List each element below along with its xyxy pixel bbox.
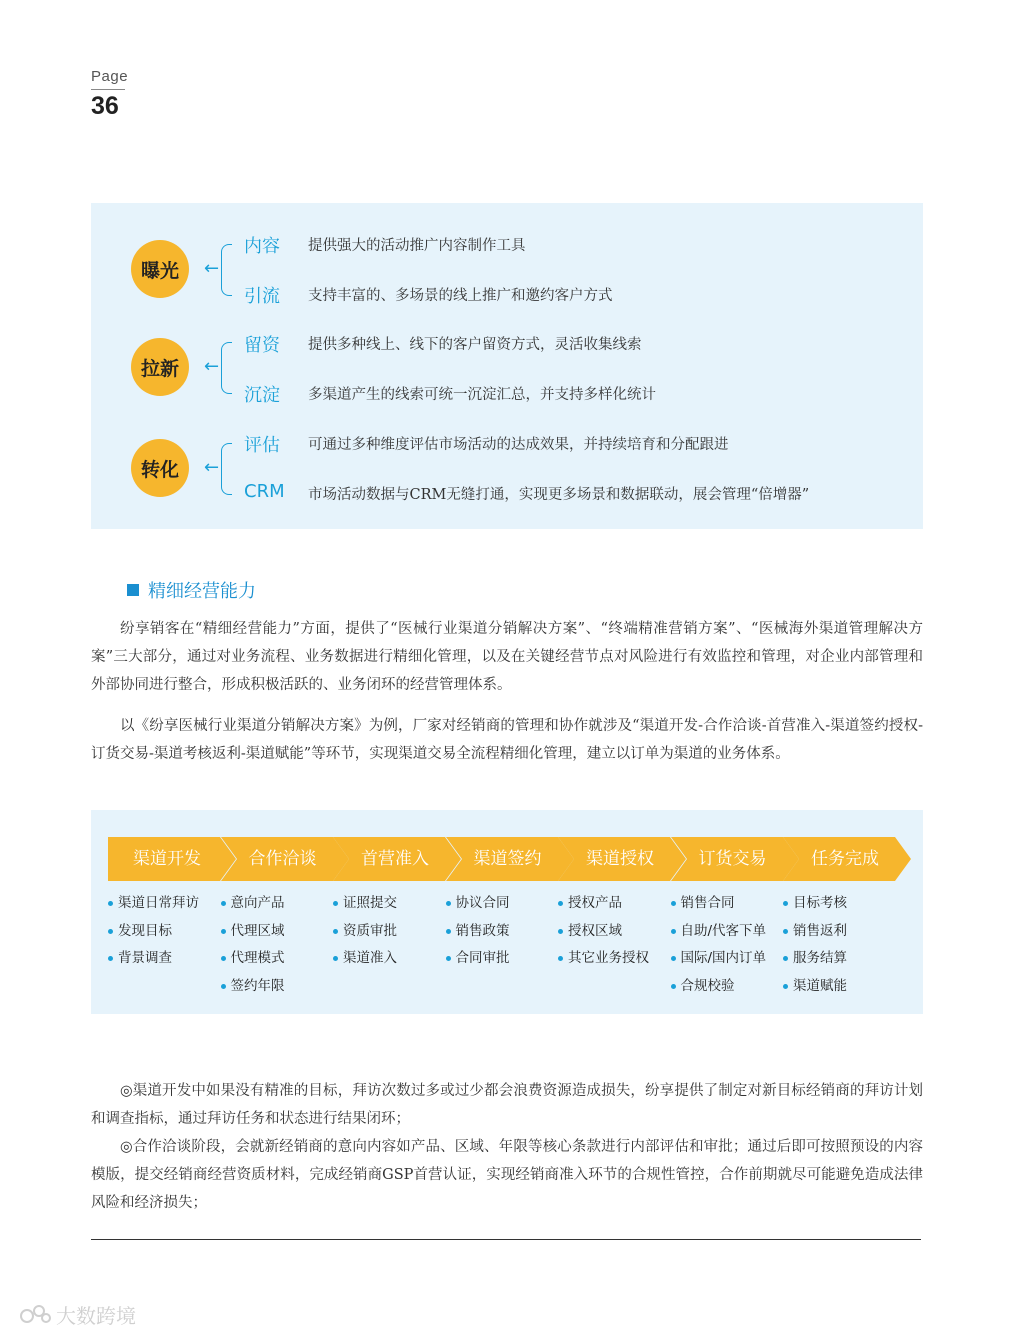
process-step-title: 渠道签约 [473, 849, 542, 869]
process-bullet-text: 授权区域 [568, 922, 622, 939]
process-step-items [108, 890, 199, 973]
sub-desc: 支持丰富的、多场景的线上推广和邀约客户方式 [308, 288, 613, 304]
process-bullet-text: 资质审批 [343, 922, 397, 939]
bracket-line [221, 244, 232, 296]
process-bullet-item [671, 890, 767, 918]
bullet-dot-icon [108, 929, 113, 934]
process-step-items [671, 890, 767, 1000]
process-step-chevron [221, 837, 349, 881]
bullet-dot-icon [558, 956, 563, 961]
sub-label: 内容 [244, 236, 280, 257]
bracket-line [221, 342, 232, 394]
stage-circle-acquisition: 拉新 [131, 338, 189, 396]
bullet-dot-icon [221, 956, 226, 961]
paragraph: 以《纷享医械行业渠道分销解决方案》为例，厂家对经销商的管理和协作就涉及“渠道开发-合作洽谈-首营准入-渠道签约授权-订货交易-渠道考核返利-渠道赋能”等环节，实现渠道交易全流程精细化管理，建立以订单为渠道的业务体系。 [91, 718, 923, 762]
left-arrow-icon: ← [204, 258, 220, 279]
process-bullet-text: 代理模式 [230, 950, 285, 966]
bullet-dot-icon [221, 929, 226, 934]
bullet-dot-icon [221, 984, 226, 989]
process-step-title: 订货交易 [698, 849, 767, 869]
process-bullet-item [671, 973, 767, 1001]
process-step-title: 首营准入 [361, 849, 429, 869]
bullet-dot-icon [333, 901, 338, 906]
process-step-chevron [671, 837, 799, 881]
process-bullet-text: 国际/国内订单 [680, 950, 767, 966]
stage-circle-exposure: 曝光 [131, 240, 189, 298]
bullet-dot-icon [783, 984, 788, 989]
process-bullet-text: 渠道赋能 [793, 977, 847, 994]
process-bullet-item [108, 918, 199, 946]
watermark [18, 1300, 136, 1329]
sub-label: 留资 [244, 335, 280, 356]
channel-process-box [91, 810, 923, 1014]
watermark-text: 大数跨境 [56, 1304, 136, 1328]
process-bullet-text: 合规校验 [680, 977, 735, 994]
process-bullet-text: 意向产品 [230, 895, 285, 911]
sub-desc: 提供多种线上、线下的客户留资方式，灵活收集线索 [308, 337, 642, 353]
marketing-funnel-box [91, 203, 923, 529]
bullet-dot-icon [671, 901, 676, 906]
process-step-chevron [333, 837, 461, 881]
process-bullet-text: 目标考核 [793, 895, 847, 911]
process-bullet-item [783, 918, 847, 946]
bullet-dot-icon [671, 956, 676, 961]
bullet-dot-icon [333, 956, 338, 961]
bullet-dot-icon [446, 956, 451, 961]
process-bullet-text: 服务结算 [793, 950, 847, 966]
process-bullet-text: 自助/代客下单 [680, 922, 767, 939]
process-bullet-text: 渠道准入 [343, 950, 397, 966]
process-step-title: 渠道授权 [586, 849, 654, 869]
process-bullet-item [446, 890, 510, 918]
process-step-chevron [783, 837, 911, 881]
bullet-dot-icon [558, 901, 563, 906]
process-bullet-item [221, 918, 285, 946]
sub-label: 沉淀 [244, 385, 280, 406]
section-title: 精细经营能力 [148, 581, 256, 602]
process-bullet-item [108, 945, 199, 973]
process-bullet-text: 销售合同 [680, 895, 735, 911]
sub-label: 引流 [244, 286, 280, 307]
process-bullet-item [333, 945, 397, 973]
process-step-items [333, 890, 397, 973]
process-bullet-text: 销售返利 [793, 922, 847, 939]
sub-desc: 多渠道产生的线索可统一沉淀汇总，并支持多样化统计 [308, 387, 656, 403]
process-bullet-item [671, 918, 767, 946]
bullet-dot-icon [783, 901, 788, 906]
process-bullet-item [783, 890, 847, 918]
process-step-chevron [446, 837, 574, 881]
process-bullet-item [783, 945, 847, 973]
bullet-dot-icon [783, 929, 788, 934]
bullet-dot-icon [221, 901, 226, 906]
process-bullet-text: 授权产品 [568, 895, 622, 911]
process-step-items [783, 890, 847, 1000]
bracket-line [221, 443, 232, 495]
page-header [91, 68, 131, 121]
bullet-dot-icon [333, 929, 338, 934]
sub-label: 评估 [244, 435, 280, 456]
process-step-title: 任务完成 [811, 849, 879, 869]
process-bullet-text: 证照提交 [343, 895, 397, 911]
bullet-dot-icon [446, 901, 451, 906]
sub-desc: 提供强大的活动推广内容制作工具 [308, 238, 526, 254]
process-bullet-item [221, 945, 285, 973]
section-heading [127, 577, 256, 603]
process-bullet-item [558, 918, 649, 946]
process-step-items [446, 890, 510, 973]
process-bullet-item [221, 973, 285, 1001]
note-paragraph: ◎渠道开发中如果没有精准的目标，拜访次数过多或过少都会浪费资源造成损失，纷享提供了制定对新目标经销商的拜访计划和调查指标，通过拜访任务和状态进行结果闭环； [91, 1083, 923, 1127]
sub-desc: 市场活动数据与CRM无缝打通，实现更多场景和数据联动，展会管理“倍增器” [308, 487, 810, 503]
page-number: 36 [91, 92, 119, 120]
process-step-title: 渠道开发 [133, 849, 201, 869]
left-arrow-icon: ← [204, 356, 220, 377]
left-arrow-icon: ← [204, 457, 220, 478]
footer-divider [91, 1239, 921, 1240]
sub-desc: 可通过多种维度评估市场活动的达成效果，并持续培育和分配跟进 [308, 437, 729, 453]
bullet-dot-icon [558, 929, 563, 934]
process-bullet-item [333, 918, 397, 946]
process-bullet-item [221, 890, 285, 918]
note-paragraph: ◎合作洽谈阶段，会就新经销商的意向内容如产品、区域、年限等核心条款进行内部评估和审批；通过后即可按照预设的内容模版，提交经销商经营资质材料，完成经销商GSP首营认证，实现经销商准入环节的合规性管控，合作前期就尽可能避免造成法律风险和经济损失； [91, 1139, 923, 1211]
process-bullet-item [783, 973, 847, 1001]
square-bullet-icon [127, 584, 139, 596]
process-bullet-text: 其它业务授权 [568, 950, 649, 966]
process-bullet-item [108, 890, 199, 918]
process-bullet-text: 渠道日常拜访 [118, 895, 199, 911]
bullet-dot-icon [108, 956, 113, 961]
process-bullet-item [558, 890, 649, 918]
process-bullet-text: 背景调查 [118, 950, 172, 966]
sub-label: CRM [244, 481, 285, 502]
bullet-dot-icon [783, 956, 788, 961]
process-step-items [558, 890, 649, 973]
bullet-dot-icon [446, 929, 451, 934]
bullet-dot-icon [671, 929, 676, 934]
process-bullet-item [446, 918, 510, 946]
bullet-dot-icon [671, 984, 676, 989]
process-bullet-text: 发现目标 [118, 922, 172, 939]
process-step-items [221, 890, 285, 1000]
process-step-chevron [558, 837, 686, 881]
process-step-chevron [108, 837, 236, 881]
process-bullet-text: 协议合同 [455, 895, 510, 911]
process-bullet-item [671, 945, 767, 973]
process-bullet-text: 代理区域 [230, 922, 285, 939]
process-bullet-text: 签约年限 [230, 977, 285, 994]
process-bullet-text: 销售政策 [455, 922, 510, 939]
page-label: Page [91, 68, 125, 90]
bullet-dot-icon [108, 901, 113, 906]
watermark-logo-icon [18, 1303, 52, 1327]
paragraph: 纷享销客在“精细经营能力”方面，提供了“医械行业渠道分销解决方案”、“终端精准营销方案”、“医械海外渠道管理解决方案”三大部分，通过对业务流程、业务数据进行精细化管理，以及在关键经营节点对风险进行有效监控和管理，对企业内部管理和外部协同进行整合，形成积极活跃的、业务闭环的经营管理体系。 [91, 621, 923, 693]
stage-circle-conversion: 转化 [131, 439, 189, 497]
process-bullet-item [446, 945, 510, 973]
process-step-title: 合作洽谈 [248, 849, 317, 869]
process-bullet-item [558, 945, 649, 973]
process-bullet-text: 合同审批 [455, 950, 510, 966]
process-bullet-item [333, 890, 397, 918]
